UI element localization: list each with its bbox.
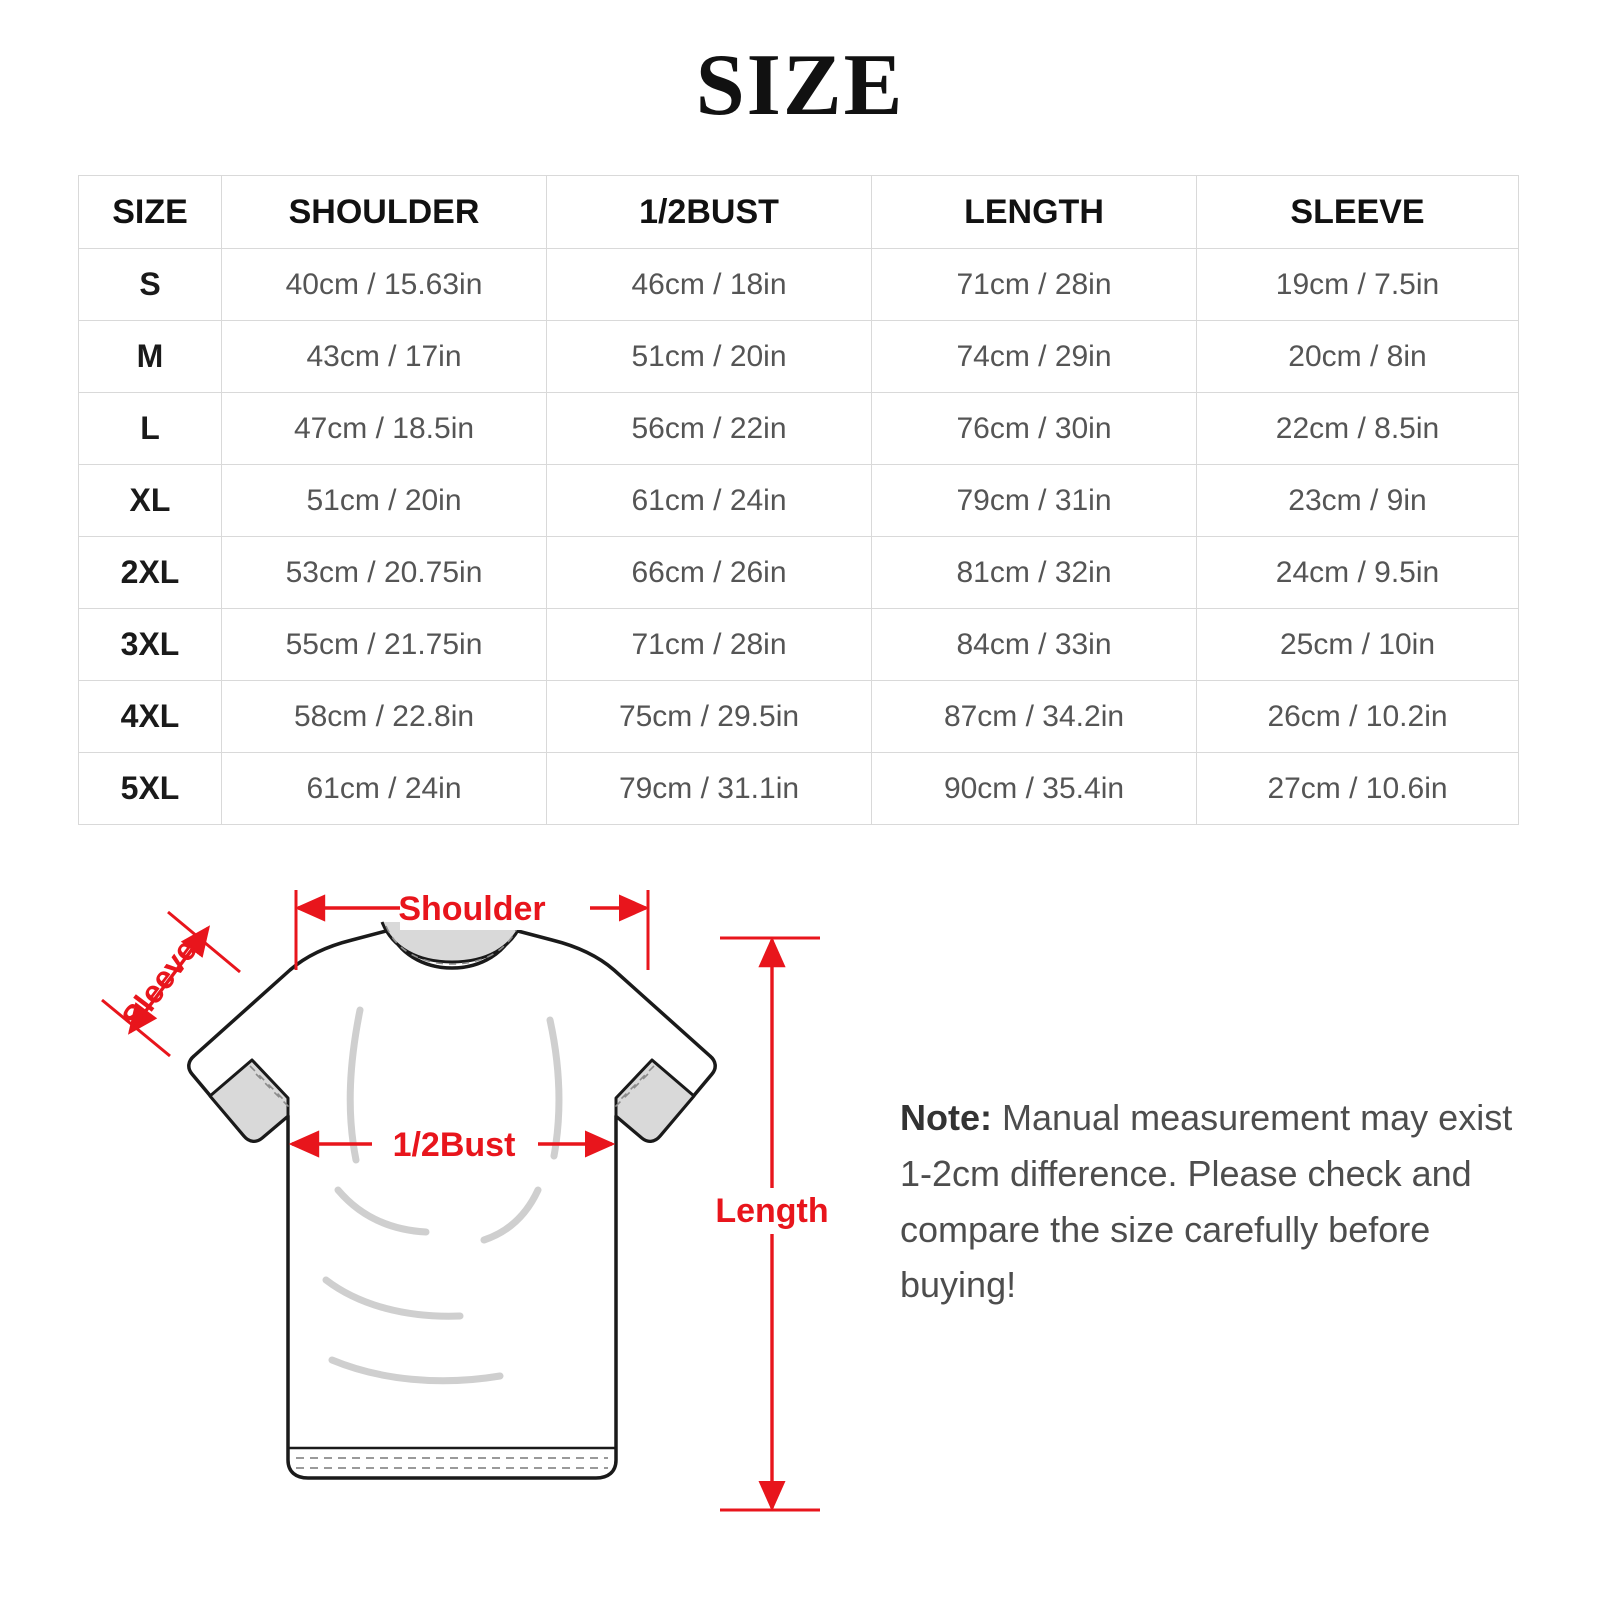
cell-bust: 66cm / 26in [547, 537, 872, 609]
table-row [79, 465, 1519, 537]
column-header-sleeve: SLEEVE [1197, 176, 1519, 249]
cell-sleeve: 26cm / 10.2in [1197, 681, 1519, 753]
cell-sleeve: 22cm / 8.5in [1197, 393, 1519, 465]
table-row [79, 537, 1519, 609]
length-label: Length [715, 1192, 829, 1230]
cell-sleeve: 23cm / 9in [1197, 465, 1519, 537]
cell-size: 2XL [79, 537, 222, 609]
sleeve-label: Sleeve [114, 932, 205, 1035]
note-text: Manual measurement may exist 1-2cm difference. Please check and compare the size carefully before buying! [900, 1097, 1513, 1306]
table-row [79, 609, 1519, 681]
cell-length: 71cm / 28in [872, 249, 1197, 321]
cell-length: 90cm / 35.4in [872, 753, 1197, 825]
column-header-length: LENGTH [872, 176, 1197, 249]
tshirt-measurement-diagram [60, 860, 860, 1560]
measurement-note [900, 1090, 1550, 1313]
cell-shoulder: 58cm / 22.8in [222, 681, 547, 753]
cell-size: L [79, 393, 222, 465]
cell-shoulder: 43cm / 17in [222, 321, 547, 393]
cell-bust: 56cm / 22in [547, 393, 872, 465]
cell-length: 81cm / 32in [872, 537, 1197, 609]
cell-bust: 71cm / 28in [547, 609, 872, 681]
table-row [79, 681, 1519, 753]
cell-sleeve: 25cm / 10in [1197, 609, 1519, 681]
cell-sleeve: 19cm / 7.5in [1197, 249, 1519, 321]
table-header-row [79, 176, 1519, 249]
cell-size: 3XL [79, 609, 222, 681]
cell-size: 5XL [79, 753, 222, 825]
page-title: SIZE [695, 37, 905, 134]
cell-sleeve: 24cm / 9.5in [1197, 537, 1519, 609]
cell-bust: 79cm / 31.1in [547, 753, 872, 825]
cell-bust: 46cm / 18in [547, 249, 872, 321]
length-dimension [715, 938, 828, 1510]
column-header-bust: 1/2BUST [547, 176, 872, 249]
table-row [79, 321, 1519, 393]
bust-label: 1/2Bust [392, 1126, 516, 1164]
cell-size: XL [79, 465, 222, 537]
column-header-size: SIZE [79, 176, 222, 249]
cell-sleeve: 20cm / 8in [1197, 321, 1519, 393]
cell-shoulder: 40cm / 15.63in [222, 249, 547, 321]
cell-length: 74cm / 29in [872, 321, 1197, 393]
cell-bust: 75cm / 29.5in [547, 681, 872, 753]
cell-shoulder: 51cm / 20in [222, 465, 547, 537]
cell-length: 76cm / 30in [872, 393, 1197, 465]
cell-bust: 51cm / 20in [547, 321, 872, 393]
table-row [79, 249, 1519, 321]
shoulder-label: Shoulder [398, 890, 546, 928]
cell-shoulder: 47cm / 18.5in [222, 393, 547, 465]
note-label: Note: [900, 1097, 992, 1138]
table-row [79, 393, 1519, 465]
cell-size: 4XL [79, 681, 222, 753]
cell-shoulder: 55cm / 21.75in [222, 609, 547, 681]
cell-sleeve: 27cm / 10.6in [1197, 753, 1519, 825]
cell-length: 79cm / 31in [872, 465, 1197, 537]
size-chart-table [78, 175, 1519, 825]
cell-shoulder: 61cm / 24in [222, 753, 547, 825]
cell-length: 87cm / 34.2in [872, 681, 1197, 753]
cell-size: S [79, 249, 222, 321]
cell-bust: 61cm / 24in [547, 465, 872, 537]
table-row [79, 753, 1519, 825]
tshirt-outline [189, 922, 715, 1478]
cell-shoulder: 53cm / 20.75in [222, 537, 547, 609]
cell-size: M [79, 321, 222, 393]
column-header-shoulder: SHOULDER [222, 176, 547, 249]
cell-length: 84cm / 33in [872, 609, 1197, 681]
